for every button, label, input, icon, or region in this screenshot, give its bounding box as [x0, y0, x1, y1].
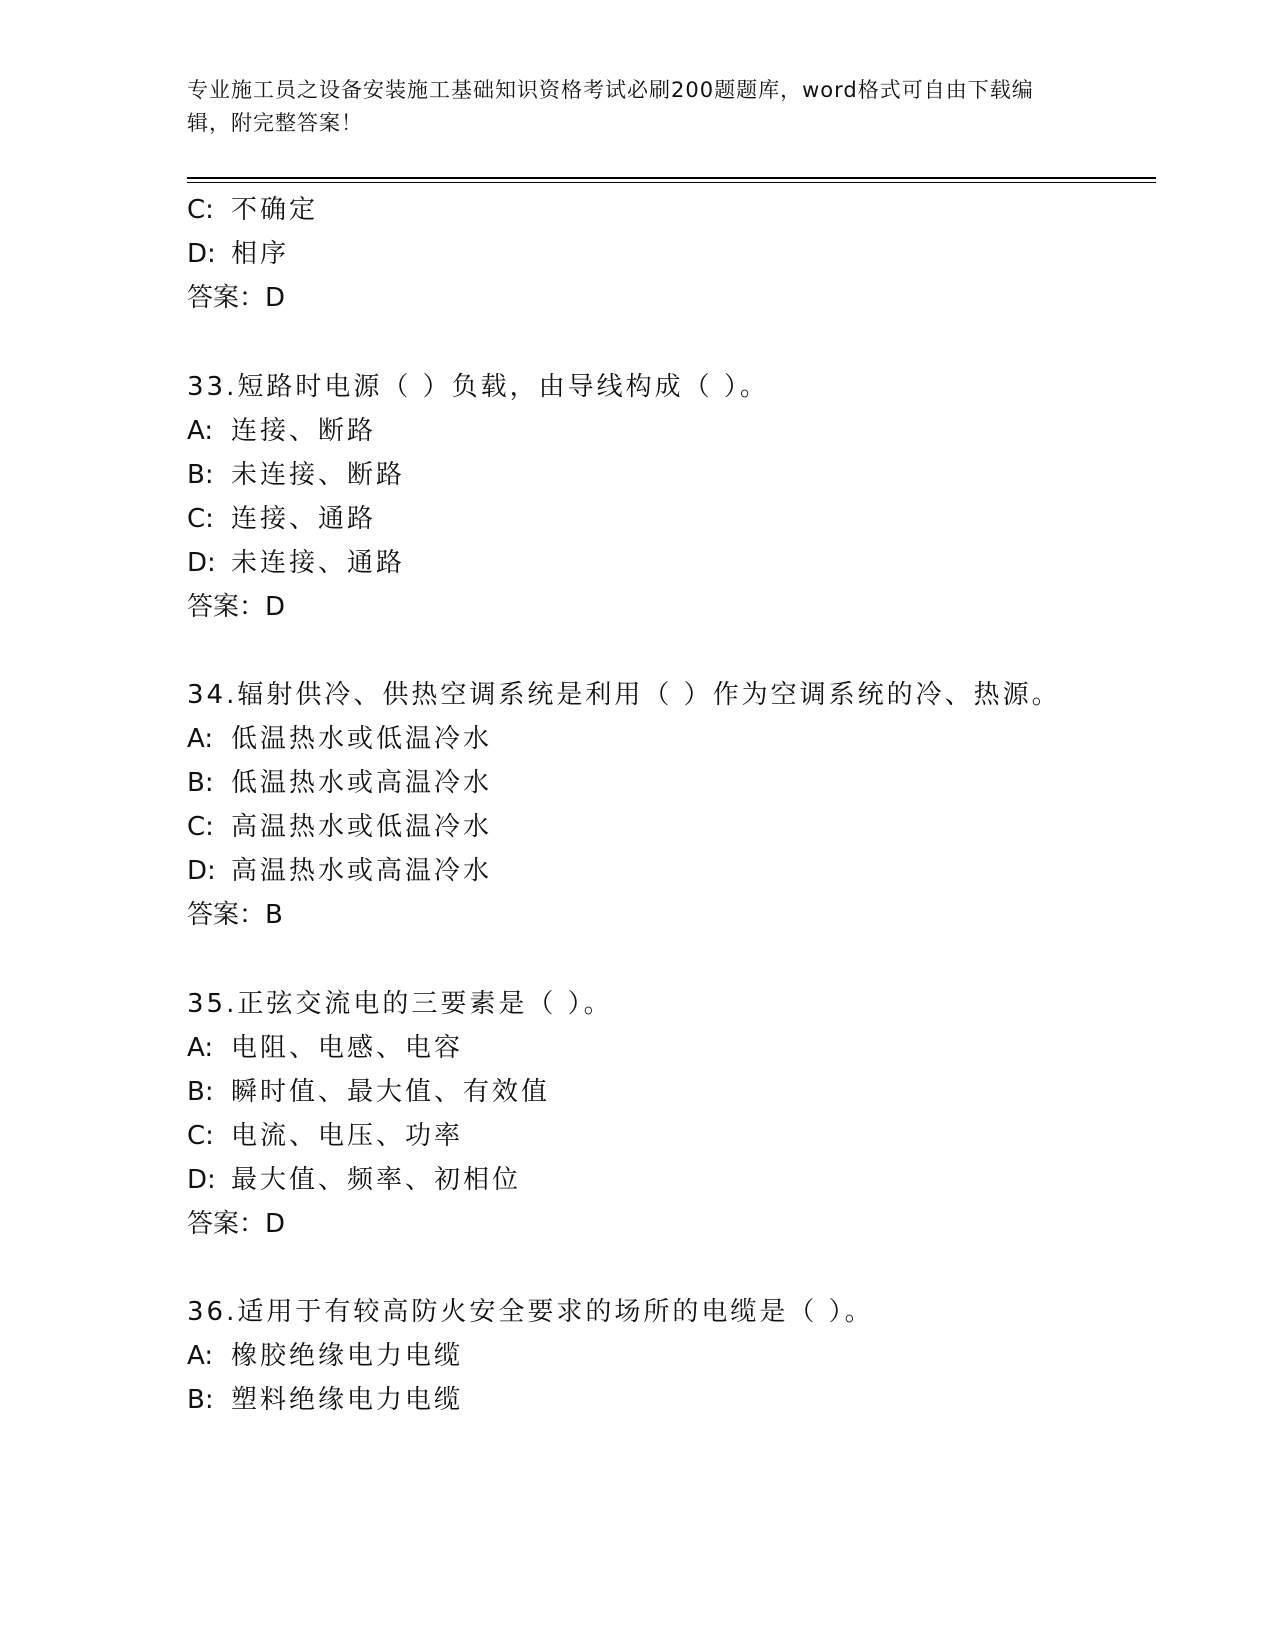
option-letter: B:: [187, 768, 214, 798]
option-line: [187, 766, 492, 800]
option-line: [187, 237, 289, 271]
option-text: 瞬时值、最大值、有效值: [231, 1077, 551, 1107]
answer-line: 答案：D: [187, 283, 286, 313]
option-letter: D:: [187, 239, 216, 269]
option-text: 橡胶绝缘电力电缆: [231, 1341, 464, 1371]
option-line: [187, 722, 492, 756]
option-letter: A:: [187, 1341, 214, 1371]
option-line: [187, 458, 405, 492]
option-letter: B:: [187, 460, 214, 490]
option-line: [187, 1383, 463, 1417]
option-text: 电流、电压、功率: [231, 1121, 464, 1151]
option-line: [187, 1163, 521, 1197]
question-stem: 34.辐射供冷、供热空调系统是利用（ ）作为空调系统的冷、热源。: [187, 680, 1061, 710]
option-letter: D:: [187, 1165, 216, 1195]
option-line: [187, 502, 376, 536]
option-line: [187, 193, 318, 227]
option-text: 连接、通路: [231, 504, 377, 534]
option-text: 连接、断路: [231, 416, 377, 446]
option-text: 未连接、断路: [231, 460, 406, 490]
question-stem: 36.适用于有较高防火安全要求的场所的电缆是（ ）。: [187, 1297, 874, 1327]
option-letter: C:: [187, 1121, 214, 1151]
option-text: 不确定: [231, 195, 319, 225]
option-line: [187, 1339, 463, 1373]
header-divider-thin: [187, 182, 1156, 183]
option-text: 低温热水或高温冷水: [231, 768, 493, 798]
option-letter: C:: [187, 812, 214, 842]
option-text: 低温热水或低温冷水: [231, 724, 493, 754]
option-text: 高温热水或高温冷水: [231, 856, 493, 886]
option-text: 塑料绝缘电力电缆: [231, 1385, 464, 1415]
option-line: [187, 1031, 463, 1065]
option-line: [187, 546, 405, 580]
header-divider-thick: [187, 177, 1156, 179]
option-line: [187, 810, 492, 844]
option-letter: C:: [187, 504, 214, 534]
option-letter: D:: [187, 856, 216, 886]
option-text: 相序: [231, 239, 290, 269]
option-letter: A:: [187, 416, 214, 446]
option-line: [187, 854, 492, 888]
question-stem: 33.短路时电源（ ）负载，由导线构成（ ）。: [187, 372, 769, 402]
option-letter: B:: [187, 1077, 214, 1107]
document-header-title: 专业施工员之设备安装施工基础知识资格考试必刷200题题库，word格式可自由下载编辑，附完整答案！: [187, 78, 1034, 135]
option-line: [187, 1075, 550, 1109]
option-line: [187, 414, 376, 448]
option-text: 高温热水或低温冷水: [231, 812, 493, 842]
option-letter: A:: [187, 1033, 214, 1063]
option-text: 电阻、电感、电容: [231, 1033, 464, 1063]
option-text: 未连接、通路: [231, 548, 406, 578]
option-text: 最大值、频率、初相位: [231, 1165, 522, 1195]
answer-line: 答案：D: [187, 1209, 286, 1239]
option-letter: C:: [187, 195, 214, 225]
answer-line: 答案：D: [187, 592, 286, 622]
option-line: [187, 1119, 463, 1153]
question-stem: 35.正弦交流电的三要素是（ ）。: [187, 989, 613, 1019]
answer-line: 答案：B: [187, 900, 283, 930]
option-letter: A:: [187, 724, 214, 754]
option-letter: B:: [187, 1385, 214, 1415]
option-letter: D:: [187, 548, 216, 578]
